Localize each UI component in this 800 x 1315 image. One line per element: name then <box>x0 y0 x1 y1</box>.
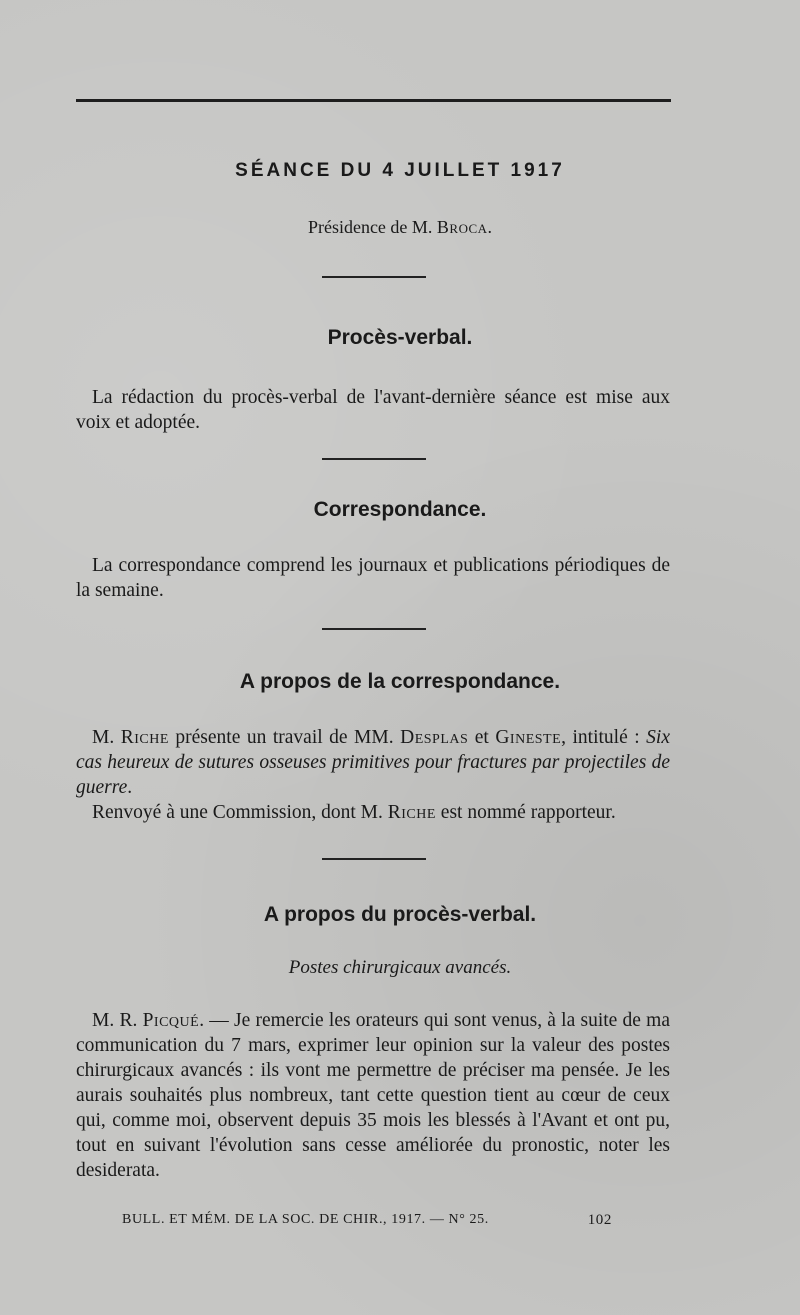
paragraph-riche-presentation <box>76 725 670 800</box>
text-rapporteur: est nommé rapporteur. <box>435 802 616 823</box>
session-title: SÉANCE DU 4 JUILLET 1917 <box>235 160 565 181</box>
text-renvoye: Renvoyé à une Commission, dont M. <box>92 802 388 823</box>
heading-correspondance: Correspondance. <box>313 498 487 521</box>
correspondance-text: La correspondance comprend les journaux et publications périodiques de la semaine. <box>76 555 670 601</box>
work-title: Six cas heureux de sutures osseuses primitives pour fractures par projectiles de guerre <box>76 727 670 798</box>
section-rule <box>322 628 426 630</box>
text-period: . <box>127 777 133 798</box>
section-rule <box>322 458 426 460</box>
name-riche: Riche <box>120 727 169 748</box>
name-picque: Picqué <box>142 1010 200 1031</box>
president-name: Broca <box>436 217 488 237</box>
proces-verbal-text: La rédaction du procès-verbal de l'avant-dernière séance est mise aux voix et adoptée. <box>76 387 670 433</box>
page-number: 102 <box>587 1212 612 1228</box>
heading-apropos-proces-verbal: A propos du procès-verbal. <box>263 903 537 926</box>
presidency-prefix: Présidence de M. <box>307 217 437 237</box>
heading-proces-verbal: Procès-verbal. <box>327 326 473 349</box>
section-rule <box>322 858 426 860</box>
top-rule <box>76 99 671 102</box>
text-m: M. <box>92 727 121 748</box>
paragraph-proces-verbal <box>76 385 670 435</box>
section-rule <box>322 276 426 278</box>
text-et: et <box>468 727 496 748</box>
paragraph-picque <box>76 1008 670 1183</box>
name-gineste: Gineste <box>495 727 562 748</box>
paragraph-correspondance <box>76 553 670 603</box>
page-footer <box>122 1212 612 1228</box>
subheading-postes: Postes chirurgicaux avancés. <box>288 957 512 978</box>
text-m-r: M. R. <box>92 1010 143 1031</box>
paragraph-commission <box>76 800 670 825</box>
picque-text: . — Je remercie les orateurs qui sont venus, à la suite de ma communication du 7 mars, exprimer leur opinion sur la valeur des postes chirurgicaux avancés : ils vont me permettre de préciser ma pensée. Je les aurais souhaités plus nombreux, tant cette question tient au cœur de ceux qui, comme moi, observent depuis 35 mois les blessés à l'Avant et ont pu, tout en suivant l'évolution sans cesse améliorée du pronostic, noter les desiderata. <box>76 1010 670 1181</box>
name-desplas: Desplas <box>400 727 469 748</box>
text-presente: présente un travail de MM. <box>168 727 401 748</box>
text-intitule: , intitulé : <box>561 727 647 748</box>
presidency-line <box>0 217 800 238</box>
name-riche-rapporteur: Riche <box>387 802 436 823</box>
presidency-suffix: . <box>487 217 493 237</box>
heading-apropos-correspondance: A propos de la correspondance. <box>239 670 561 693</box>
footer-citation: BULL. ET MÉM. DE LA SOC. DE CHIR., 1917. — N° 25. <box>122 1212 489 1227</box>
